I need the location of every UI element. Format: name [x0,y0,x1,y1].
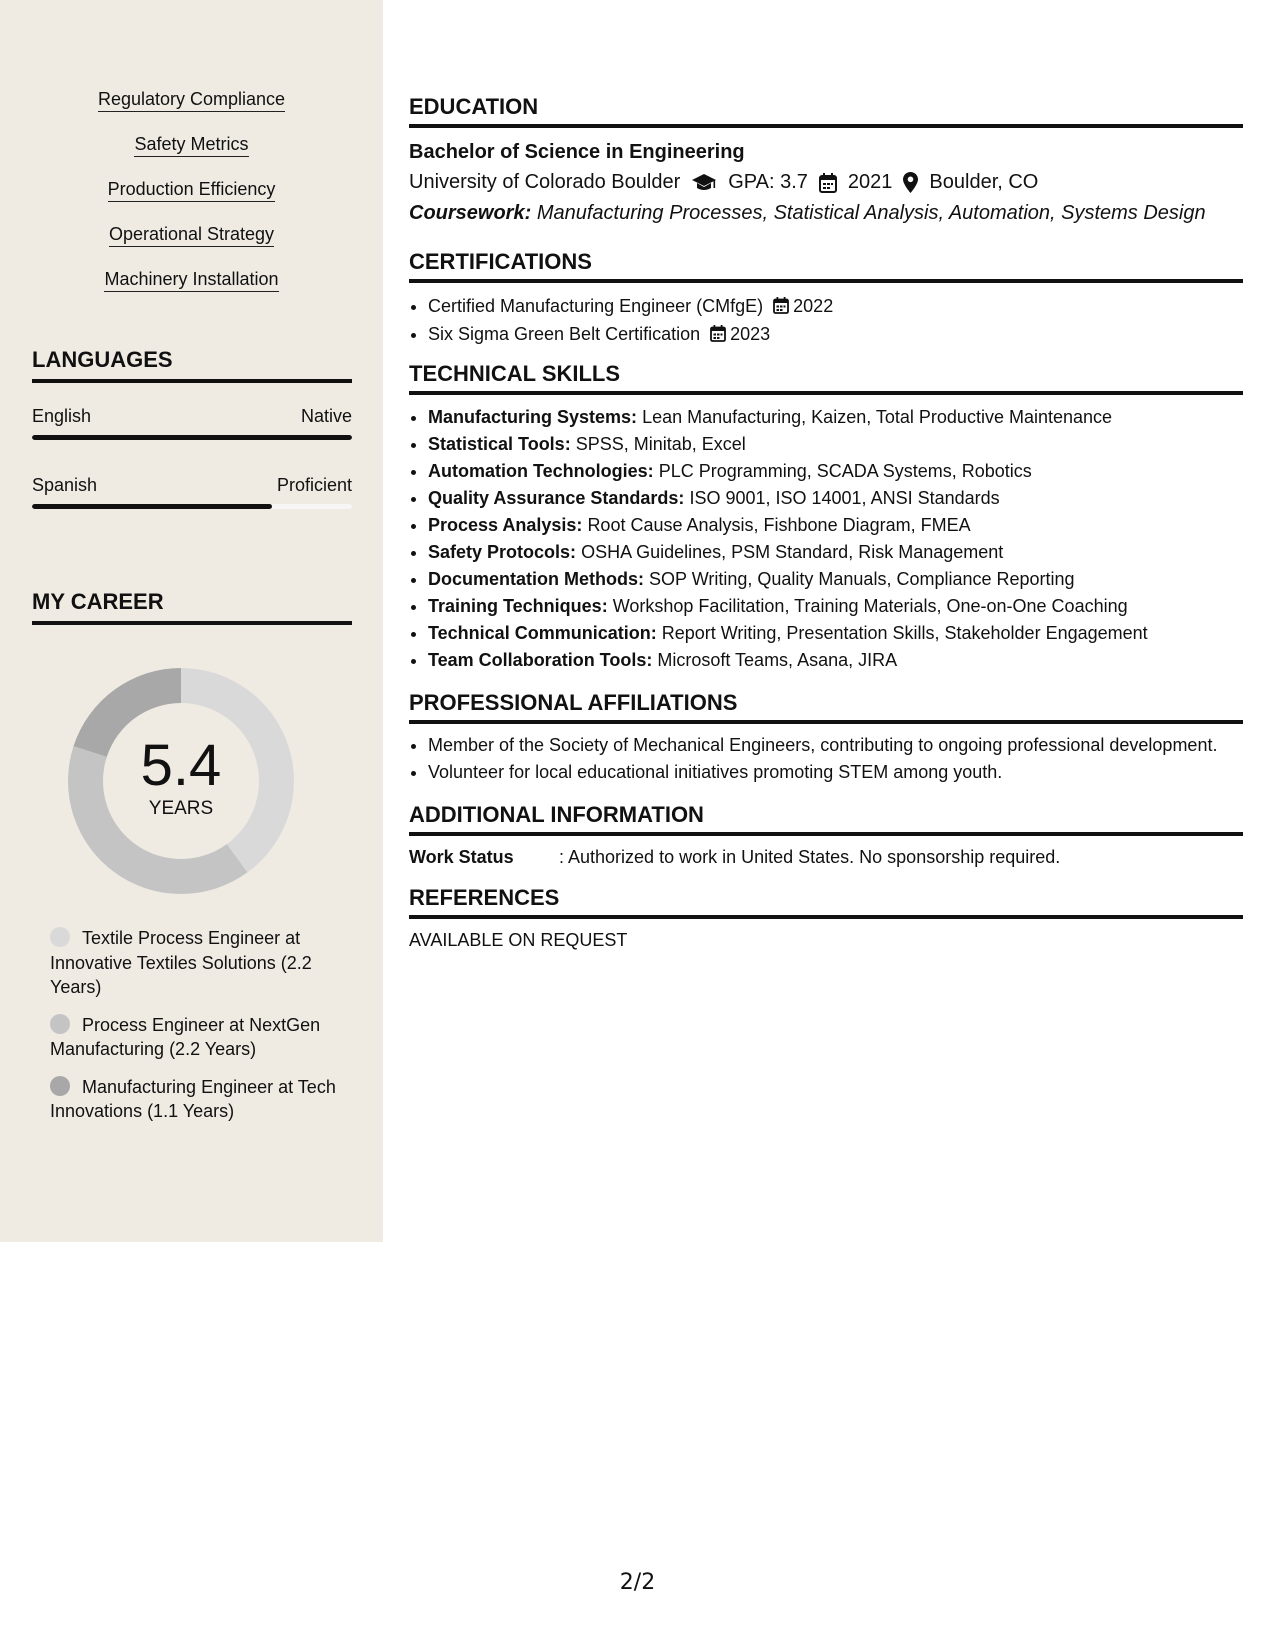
language-english [32,405,352,440]
certifications-heading: CERTIFICATIONS [409,248,1243,283]
affiliations-list [409,733,1243,784]
skill-values: Report Writing, Presentation Skills, Stakeholder Engagement [661,623,1148,643]
graduation-year: 2021 [847,171,893,193]
language-name: Spanish [32,475,98,495]
skill-values: SPSS, Minitab, Excel [575,434,746,454]
skill-values: Workshop Facilitation, Training Materials, One-on-One Coaching [612,596,1128,616]
certification-name: Six Sigma Green Belt Certification [428,324,701,344]
language-name: English [32,406,92,426]
legend-dot [50,1014,70,1034]
calendar-icon [710,325,726,342]
skill-values: ISO 9001, ISO 14001, ANSI Standards [689,488,1000,508]
skill-item: Regulatory Compliance [98,88,285,112]
career-legend-item [50,1013,340,1062]
certification-item [428,320,1243,348]
language-spanish [32,474,352,509]
skill-values: PLC Programming, SCADA Systems, Robotics [658,461,1032,481]
technical-skill-item [428,620,1243,647]
technical-skill-item [428,593,1243,620]
skill-category: Documentation Methods: [428,569,644,589]
certification-name: Certified Manufacturing Engineer (CMfgE) [428,296,764,316]
language-bar [32,504,352,509]
technical-skill-item [428,458,1243,485]
skill-category: Safety Protocols: [428,542,577,562]
technical-skill-item [428,512,1243,539]
career-years-unit: YEARS [148,798,214,819]
certification-year: 2023 [730,324,771,344]
technical-skill-item [428,431,1243,458]
skill-category: Process Analysis: [428,515,583,535]
coursework-list: Manufacturing Processes, Statistical Analysis, Automation, Systems Design [536,202,1206,224]
skill-category: Training Techniques: [428,596,608,616]
graduation-cap-icon [691,173,717,193]
skill-category: Technical Communication: [428,623,657,643]
location-pin-icon [903,172,918,193]
skill-category: Quality Assurance Standards: [428,488,685,508]
career-legend-item [50,1075,340,1124]
certifications-list [409,292,1243,348]
skill-item: Operational Strategy [109,223,274,247]
skill-item: Production Efficiency [108,178,276,202]
affiliations-heading: PROFESSIONAL AFFILIATIONS [409,689,1243,724]
work-status-label: Work Status [409,847,514,867]
skill-values: Microsoft Teams, Asana, JIRA [657,650,898,670]
technical-skill-item [428,566,1243,593]
degree: Bachelor of Science in Engineering [409,141,745,163]
career-role: Manufacturing Engineer at Tech Innovations (1.1 Years) [50,1076,336,1121]
skill-item: Machinery Installation [104,268,278,292]
school-name: University of Colorado Boulder [409,171,681,193]
sidebar [0,0,383,1242]
skill-values: Root Cause Analysis, Fishbone Diagram, FMEA [587,515,971,535]
additional-info-heading: ADDITIONAL INFORMATION [409,801,1243,836]
certification-item [428,292,1243,320]
technical-skill-item [428,404,1243,431]
technical-skill-item [428,485,1243,512]
calendar-icon [819,173,837,193]
affiliation-item: • Member of the Society of Mechanical Engineers, contributing to ongoing professional development. [428,733,1243,757]
languages-heading: LANGUAGES [32,346,352,383]
certification-year: 2022 [793,296,834,316]
work-status-value: : Authorized to work in United States. No sponsorship required. [559,847,1061,867]
career-legend [50,926,340,1137]
career-role: Textile Process Engineer at Innovative Textiles Solutions (2.2 Years) [50,928,312,997]
skill-item: Safety Metrics [134,133,248,157]
education-location: Boulder, CO [929,171,1039,193]
references-heading: REFERENCES [409,884,1243,919]
skill-category: Automation Technologies: [428,461,654,481]
career-legend-item [50,926,340,1000]
career-years-number: 5.4 [140,733,222,798]
education-heading: EDUCATION [409,93,1243,128]
work-status-row [409,845,1243,869]
legend-dot [50,927,70,947]
skill-values: Lean Manufacturing, Kaizen, Total Productive Maintenance [642,407,1113,427]
language-bar [32,435,352,440]
language-level: Native [300,406,352,426]
skills-list [0,88,383,313]
skill-category: Statistical Tools: [428,434,571,454]
page-number: 2/2 [619,1570,656,1595]
legend-dot [50,1076,70,1096]
technical-skills-heading: TECHNICAL SKILLS [409,360,1243,395]
career-total [66,735,296,821]
career-role: Process Engineer at NextGen Manufacturing (2.2 Years) [50,1014,321,1059]
career-heading: MY CAREER [32,588,352,625]
calendar-icon [773,297,789,314]
main-content [409,93,1243,952]
skill-values: SOP Writing, Quality Manuals, Compliance Reporting [649,569,1075,589]
references-text: AVAILABLE ON REQUEST [409,930,628,950]
skill-category: Team Collaboration Tools: [428,650,653,670]
language-bar-fill [32,504,272,509]
skill-values: OSHA Guidelines, PSM Standard, Risk Management [581,542,1004,562]
affiliation-item: • Volunteer for local educational initiatives promoting STEM among youth. [428,760,1243,784]
coursework [409,198,1243,229]
language-bar-fill [32,435,352,440]
technical-skills-list [409,404,1243,674]
skill-category: Manufacturing Systems: [428,407,638,427]
coursework-label: Coursework: [409,202,532,224]
language-level: Proficient [276,475,352,495]
gpa: GPA: 3.7 [728,171,808,193]
education-details [409,167,1243,198]
technical-skill-item [428,539,1243,566]
technical-skill-item [428,647,1243,674]
